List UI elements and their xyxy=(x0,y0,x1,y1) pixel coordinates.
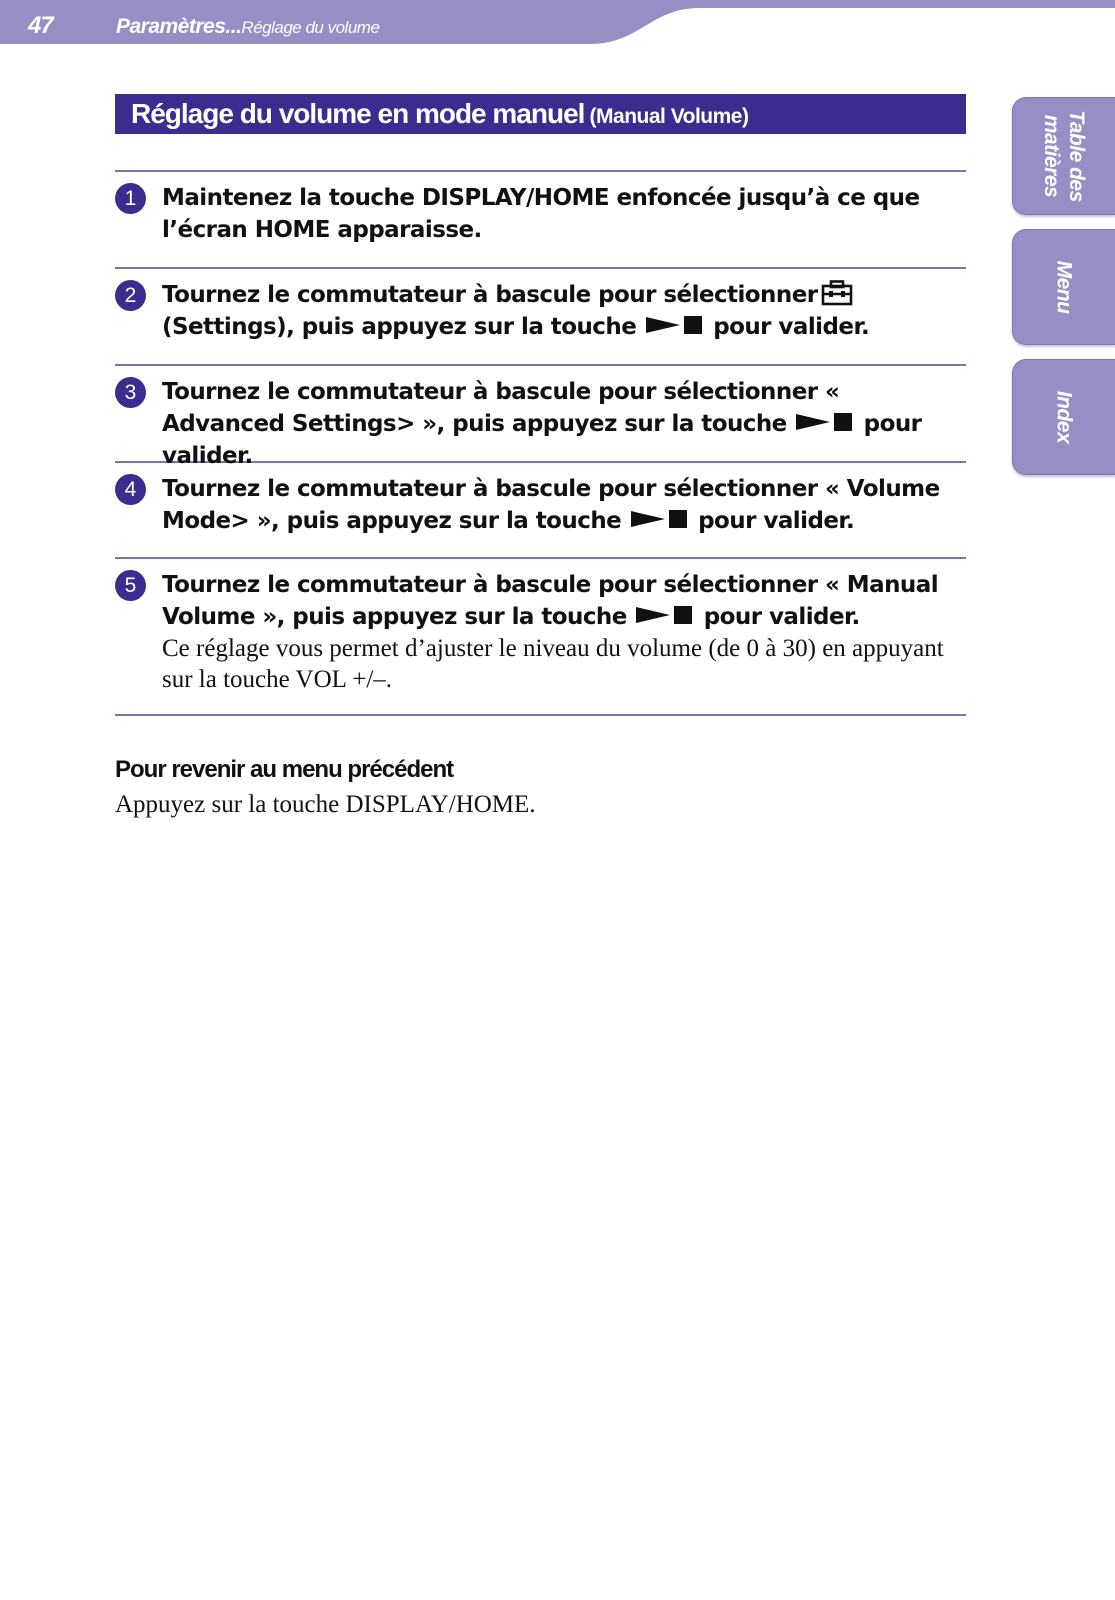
return-text: Appuyez sur la touche DISPLAY/HOME. xyxy=(115,791,536,818)
tab-index-label: Index xyxy=(1052,390,1076,444)
divider xyxy=(115,557,966,559)
tab-menu-label: Menu xyxy=(1052,260,1076,314)
step-number-2: 2 xyxy=(115,280,146,311)
title-sub: (Manual Volume) xyxy=(589,105,749,128)
step-5-text xyxy=(162,569,962,695)
settings-icon xyxy=(821,280,853,306)
step-number-1: 1 xyxy=(115,183,146,214)
tab-index[interactable] xyxy=(1012,359,1115,475)
step-4-instruction-b: pour valider. xyxy=(690,508,855,534)
play-stop-icon xyxy=(636,604,694,626)
breadcrumb-section: Paramètres... xyxy=(116,15,242,38)
step-number-5: 5 xyxy=(115,570,146,601)
title-main: Réglage du volume en mode manuel xyxy=(131,98,585,129)
divider xyxy=(115,267,966,269)
step-4-text xyxy=(162,473,962,537)
step-2-instruction-b: (Settings), puis appuyez sur la touche xyxy=(162,314,637,340)
step-number-3: 3 xyxy=(115,377,146,408)
step-4-instruction-a: Tournez le commutateur à bascule pour sélectionner « Volume Mode> », puis appuyez sur la touche xyxy=(162,476,940,534)
step-2-text xyxy=(162,279,962,343)
page-number: 47 xyxy=(28,12,53,39)
divider xyxy=(115,364,966,366)
step-2-instruction-a: Tournez le commutateur à bascule pour sélectionner xyxy=(162,282,818,308)
step-5-instruction-a: Tournez le commutateur à bascule pour sélectionner « Manual Volume », puis appuyez sur la touche xyxy=(162,572,939,630)
play-stop-icon xyxy=(646,314,704,336)
breadcrumb xyxy=(116,15,379,39)
tab-menu[interactable] xyxy=(1012,229,1115,345)
divider xyxy=(115,170,966,172)
step-2-instruction-c: pour valider. xyxy=(705,314,870,340)
step-1-text xyxy=(162,182,962,246)
step-1-instruction: Maintenez la touche DISPLAY/HOME enfoncée jusqu’à ce que l’écran HOME apparaisse. xyxy=(162,185,920,243)
step-5-note: Ce réglage vous permet d’ajuster le niveau du volume (de 0 à 30) en appuyant sur la touche VOL +/–. xyxy=(162,635,944,693)
page-title xyxy=(115,94,966,134)
play-stop-icon xyxy=(631,508,689,530)
breadcrumb-page: Réglage du volume xyxy=(241,18,380,37)
divider xyxy=(115,714,966,716)
play-stop-icon xyxy=(796,411,854,433)
step-3-instruction-a: Tournez le commutateur à bascule pour sélectionner « Advanced Settings> », puis appuyez sur la touche xyxy=(162,379,840,437)
step-3-instruction-b: pour valider. xyxy=(162,411,922,469)
tab-table-of-contents-label: Table des matières xyxy=(1040,110,1088,202)
step-number-4: 4 xyxy=(115,474,146,505)
step-3-text xyxy=(162,376,962,472)
return-heading: Pour revenir au menu précédent xyxy=(115,756,454,783)
tab-table-of-contents[interactable] xyxy=(1012,97,1115,215)
step-5-instruction-b: pour valider. xyxy=(696,604,860,630)
